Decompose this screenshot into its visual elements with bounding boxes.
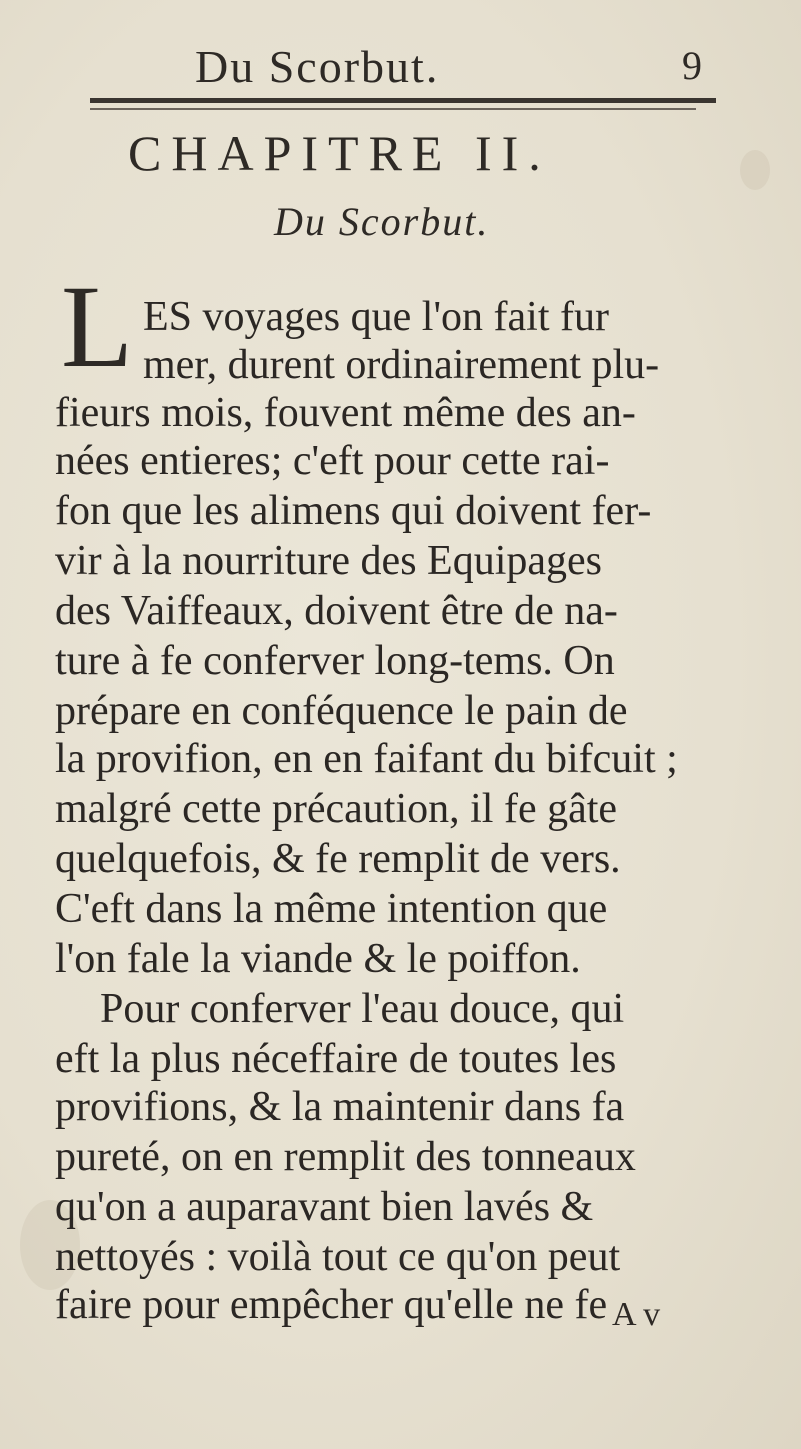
text-line: mer, durent ordinairement plu- <box>143 342 660 388</box>
text-line: Pour conferver l'eau douce, qui <box>100 986 625 1032</box>
text-line: prépare en conféquence le pain de <box>55 688 628 734</box>
text-line: malgré cette précaution, il fe gâte <box>55 786 618 832</box>
drop-cap: L <box>61 261 134 392</box>
text-line: qu'on a auparavant bien lavés & <box>55 1184 594 1230</box>
text-line: nettoyés : voilà tout ce qu'on peut <box>55 1234 621 1280</box>
text-line: vir à la nourriture des Equipages <box>55 538 602 584</box>
chapter-heading: CHAPITRE II. <box>128 125 551 181</box>
ornamental-rule <box>90 98 716 103</box>
text-line: eft la plus néceffaire de toutes les <box>55 1036 617 1082</box>
text-line: ES voyages que l'on fait fur <box>143 294 609 340</box>
text-line: provifions, & la maintenir dans fa <box>55 1084 625 1130</box>
running-head <box>0 40 801 96</box>
text-line: ture à fe conferver long-tems. On <box>55 638 615 684</box>
text-line: C'eft dans la même intention que <box>55 886 608 932</box>
text-line: fon que les alimens qui doivent fer- <box>55 488 652 534</box>
text-line: pureté, on en remplit des tonneaux <box>55 1134 636 1180</box>
catchword: A v <box>612 1296 661 1333</box>
text-line: fieurs mois, fouvent même des an- <box>55 390 636 436</box>
page-number: 9 <box>682 43 702 88</box>
text-line: nées entieres; c'eft pour cette rai- <box>55 438 610 484</box>
running-title: Du Scorbut. <box>195 41 440 92</box>
text-line: l'on fale la viande & le poiffon. <box>55 936 581 982</box>
text-line: faire pour empêcher qu'elle ne fe <box>55 1282 608 1328</box>
paper-stain <box>740 150 770 190</box>
text-line: quelquefois, & fe remplit de vers. <box>55 836 621 882</box>
text-line: des Vaiffeaux, doivent être de na- <box>55 588 618 634</box>
chapter-subtitle: Du Scorbut. <box>274 199 490 244</box>
text-line: la provifion, en en faifant du bifcuit ; <box>55 736 678 782</box>
ornamental-rule-thin <box>90 108 696 110</box>
